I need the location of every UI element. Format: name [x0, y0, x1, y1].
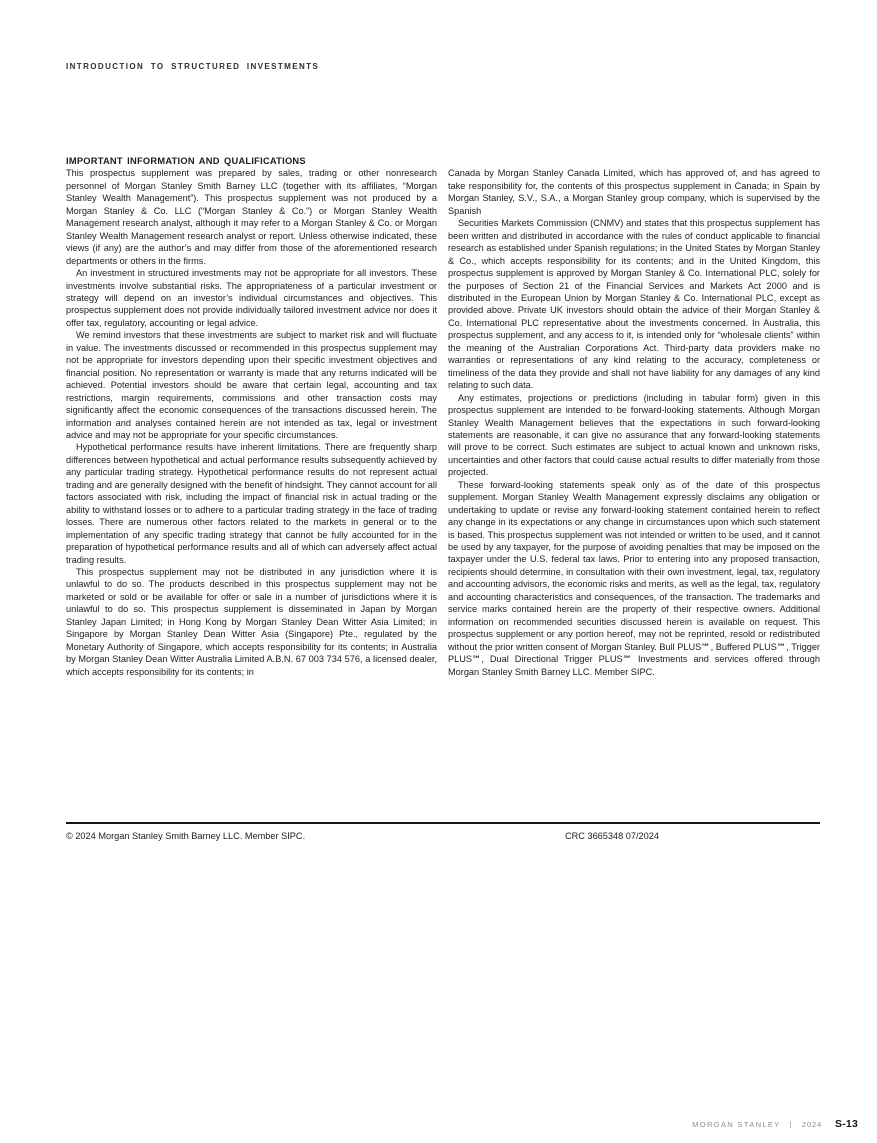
footer-year: 2024	[801, 1120, 823, 1129]
page-number: S-13	[835, 1118, 858, 1130]
brand-name: MORGAN STANLEY	[692, 1120, 781, 1129]
paragraph-right-3: Any estimates, projections or predictions (including in tabular form) given in this prospectus supplement are intended to be forward-looking statements. Although Morgan Stanley Wealth Management believes that the expectations in such forward-looking statements are reasonable, it can give no assurance that any forward-looking statements will prove to be correct. Such estimates are subject to actual known and unknown risks, uncertainties and other factors that could cause actual results to differ materially from those projected.	[448, 392, 820, 478]
paragraph-left-3: We remind investors that these investments are subject to market risk and will fluctuate in value. The investments discussed or recommended in this prospectus supplement may not be appropriate for investors depending upon their specific investment objectives and financial position. No representation or warranty is made that any returns indicated will be achieved. Potential investors should be aware that certain legal, accounting and tax restrictions, margin requirements, commissions and other transaction costs may significantly affect the economic consequences of the transactions discussed herein. The information and analyses contained herein are not intended as tax, legal or investment advice and may not be appropriate for your specific circumstances.	[66, 330, 437, 440]
paragraph-right-4: These forward-looking statements speak only as of the date of this prospectus supplement. Morgan Stanley Wealth Management expressly disclaims any obligation or undertaking to update or revise any forward-looking statement contained herein to reflect any change in its expectations or any change in circumstances upon which such statement is based. This prospectus supplement was not intended or written to be used, and it cannot be used by any taxpayer, for the purpose of avoiding penalties that may be imposed on the taxpayer under the U.S. federal tax laws. Prior to entering into any proposed transaction, recipients should determine, in consultation with their own investment, legal, tax, regulatory and accounting advisors, the economic risks and merits, as well as the legal, tax, regulatory and accounting characteristics and consequences, of the transaction. The trademarks and service marks contained herein are the property of their respective owners. Additional information on recommended securities discussed herein is available on request. This prospectus supplement or any portion hereof, may not be reprinted, resold or redistributed without the prior written consent of Morgan Stanley. Bull PLUS℠, Buffered PLUS℠, Trigger PLUS℠, Dual Directional Trigger PLUS℠ Investments and services offered through Morgan Stanley Smith Barney LLC. Member SIPC.	[448, 479, 820, 677]
footer-separator: |	[789, 1120, 793, 1129]
copyright-notice: © 2024 Morgan Stanley Smith Barney LLC. Member SIPC.	[66, 831, 306, 841]
page-footer	[692, 1118, 858, 1130]
section-title: IMPORTANT INFORMATION AND QUALIFICATIONS	[66, 156, 306, 166]
left-column	[66, 155, 437, 678]
right-column	[448, 155, 820, 678]
footer-divider-rule	[66, 822, 820, 824]
paragraph-left-5: This prospectus supplement may not be distributed in any jurisdiction where it is unlawful to do so. The products described in this prospectus supplement may not be marketed or sold or be available for offer or sale in a number of jurisdictions where it is unlawful to do so. This prospectus supplement is disseminated in Japan by Morgan Stanley Japan Limited; in Hong Kong by Morgan Stanley Dean Witter Asia Limited; in Singapore by Morgan Stanley Dean Witter Asia (Singapore) Pte., regulated by the Monetary Authority of Singapore, which accepts responsibility for its contents; in Australia by Morgan Stanley Dean Witter Australia Limited A.B.N. 67 003 734 576, a licensed dealer, which accepts responsibility for its contents; in	[66, 566, 437, 677]
crc-reference: CRC 3665348 07/2024	[565, 831, 659, 841]
paragraph-left-1: This prospectus supplement was prepared by sales, trading or other nonresearch personnel of Morgan Stanley Smith Barney LLC (together with its affiliates, “Morgan Stanley Wealth Management”). This prospectus supplement was not produced by a Morgan Stanley & Co. LLC (“Morgan Stanley & Co.”) or Morgan Stanley Wealth Management research analyst, although it may refer to a Morgan Stanley & Co. or Morgan Stanley Wealth Management research analyst or report. Unless otherwise indicated, these views (if any) are the author’s and may differ from those of the aforementioned research departments or others in the firms.	[66, 168, 437, 266]
copyright-row	[66, 831, 820, 845]
paragraph-left-4: Hypothetical performance results have inherent limitations. There are frequently sharp differences between hypothetical and actual performance results subsequently achieved by any particular trading strategy. Hypothetical performance results do not represent actual trading and are generally designed with the benefit of hindsight. They cannot account for all factors associated with risk, including the impact of financial risk in actual trading or the ability to withstand losses or to adhere to a particular trading strategy in the face of trading losses. There are numerous other factors related to the markets in general or to the implementation of any specific trading strategy that cannot be fully accounted for in the preparation of hypothetical performance results and all of which can adversely affect actual trading results.	[66, 442, 437, 565]
document-eyebrow-header: INTRODUCTION TO STRUCTURED INVESTMENTS	[66, 62, 320, 71]
paragraph-right-2: Securities Markets Commission (CNMV) and states that this prospectus supplement has been written and distributed in accordance with the rules of conduct applicable to financial research as established under Spanish regulations; in the United States by Morgan Stanley & Co., which accepts responsibility for its contents; and in the United Kingdom, this prospectus supplement is approved by Morgan Stanley & Co. International PLC, solely for the purposes of Section 21 of the Financial Services and Markets Act 2000 and is distributed in the European Union by Morgan Stanley & Co. International PLC, except as provided above. Private UK investors should obtain the advice of their Morgan Stanley & Co. International PLC representative about the investments concerned. In Australia, this prospectus supplement, and any access to it, is intended only for “wholesale clients” within the meaning of the Australian Corporations Act. Third-party data providers make no warranties or representations of any kind relating to the accuracy, completeness or timeliness of the data they provide and shall not have liability for any damages of any kind relating to such data.	[448, 218, 820, 391]
paragraph-left-2: An investment in structured investments may not be appropriate for all investors. These investments involve substantial risks. The appropriateness of a particular investment or strategy will depend on an investor’s individual circumstances and objectives. This prospectus supplement does not provide individually tailored investment advice nor does it offer tax, regulatory, accounting or legal advice.	[66, 268, 437, 328]
paragraph-right-1: Canada by Morgan Stanley Canada Limited, which has approved of, and has agreed to take responsibility for, the contents of this prospectus supplement in Canada; in Spain by Morgan Stanley, S.V., S.A., a Morgan Stanley group company, which is supervised by the Spanish	[448, 168, 820, 216]
